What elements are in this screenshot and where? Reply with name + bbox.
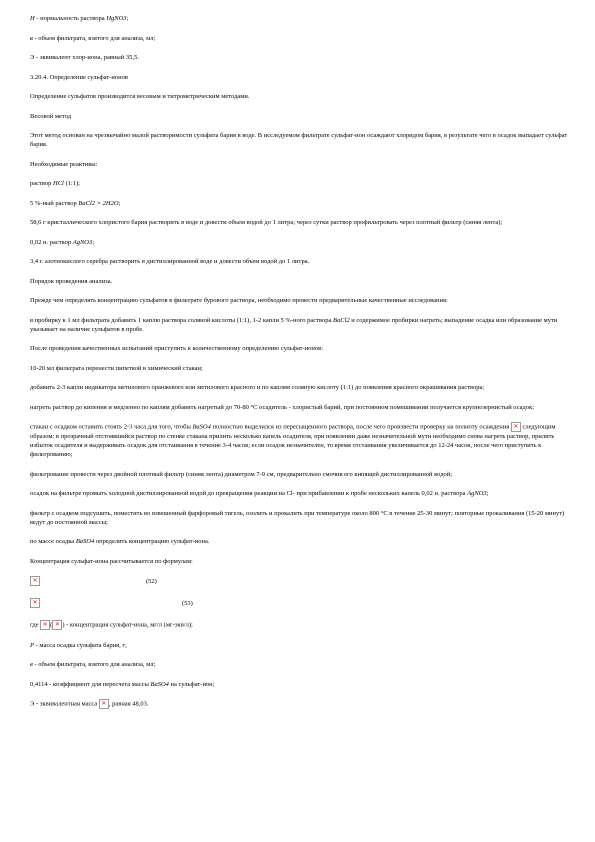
text: ; [486,490,489,497]
text: и содержимое пробирки нагреть; выпадение осадка или образование мути указывает на наличие сульфатов в пробе. [30,316,558,333]
text: - нормальность раствора [34,15,107,22]
symbol: в [30,661,33,668]
formula: BaCl2 [333,316,350,324]
formula: AgNO3 [467,490,487,497]
text: стакан с осадком оставить стоять 2-3 часа для того, чтобы [30,423,193,431]
paragraph: Концентрация сульфат-иона рассчитывается по формулам: [30,557,193,565]
text: 5 %-ный раствор [30,199,79,207]
text: где [30,621,41,629]
subheading: Весовой метод [30,112,72,120]
broken-image-icon [30,598,40,608]
paragraph [30,620,570,630]
formula-52 [30,576,570,588]
formula: BaSO4 [75,538,95,545]
text: 0,4114 - коэффициент для пересчета массы [30,680,151,688]
broken-image-icon [511,422,521,432]
broken-image-icon [40,620,53,630]
text: ) - концентрация сульфат-иона, мг/л (мг-экв/л); [62,621,193,629]
broken-image-icon [30,576,40,586]
formula: BaSO4 [150,680,169,688]
paragraph [30,316,570,334]
text: на сульфат-ион; [168,680,215,688]
paragraph: Необходимые реактивы: [30,160,98,168]
formula-53 [30,598,570,610]
list-item: добавить 2-3 капли индикатора метилового оранжевого или метилового красного и по каплям соляную кислоту (1:1) до появления красного окрашивания раствора; [30,384,485,391]
text: , равная 48,03. [108,700,149,708]
paragraph [30,641,570,650]
text: ; [92,238,95,246]
list-item: фильтрование провести через двойной плотный фильтр (синяя лента) диаметром 7-9 см, предварительно смочив его кипящей дистиллированной водой; [30,470,453,478]
paragraph: Порядок проведения анализа. [30,277,113,285]
text: ; [126,15,129,22]
text: следующим образом: в прозрачный отстоявшийся раствор по стенке стакана прилить несколько капель осадителя, при появлении даже незначительной мути необходимо снова нагреть раствор, прилить избыток осадителя и выдерживать осадок для отстаивания в течение 3-4 часов; если осадок незначителен, то время отстаивания увеличивается до 12-24 часов, после чего приступить к фильтрованию; [30,423,556,458]
formula: HCl [53,180,64,187]
paragraph [30,14,570,23]
text: - объем фильтрата, взятого для анализа, мл; [32,661,156,668]
list-item [30,489,570,498]
text: осадок на фильтре промыть холодной дистиллированной водой до прекращения реакции на Cl- при прибавлении к пробе нескольких капель 0,02 н. раствора [30,490,468,497]
section-heading: 3.20.4. Определение сульфат-ионов [30,73,128,81]
text: ( [50,621,53,629]
formula: BaCl2 × 2H2O [78,199,119,207]
equation-number: (52) [146,578,157,585]
paragraph: Определение сульфатов производится весовым и титрометрическим методами. [30,93,250,100]
text: (1:1); [63,180,80,187]
symbol: в [30,34,33,42]
paragraph: 3,4 г. азотнокислого серебра растворить в дистиллированной воде и довести объем водой до 1 литра. [30,258,310,265]
formula: BaSO4 [192,423,211,431]
broken-image-icon [52,620,62,630]
paragraph [30,660,570,669]
paragraph [30,680,570,689]
text: полностью выделился из пересыщенного раствора, после чего произвести проверку на полноту осаждения [210,423,511,431]
list-item: фильтр с осадком подсушить, поместить во взвешенный фарфоровый тигель, озолить и прокалить при температуре около 800 °С в течение 25-30 минут; повторные прокаливания (15-20 минут) ведут до постоянной массы; [30,509,565,526]
text: в пробирку к 1 мл фильтрата добавить 1 каплю раствора соляной кислоты (1:1), 1-2 капли 5 %-ного раствора [30,316,334,324]
list-item [30,422,570,459]
text: 0,02 н. раствор [30,238,73,246]
paragraph: 58,6 г кристаллического хлористого бария растворить в воде и довести объем водой до 1 литра; через сутки раствор профильтровать через плотный фильтр (синяя лента); [30,219,503,226]
text: - масса осадка сульфата бария, г; [33,641,127,649]
equation-number: (53) [182,600,193,607]
text: определить концентрацию сульфат-иона. [94,538,210,545]
text: раствор [30,180,54,187]
paragraph [30,34,570,43]
list-item: нагреть раствор до кипения и медленно по каплям добавить нагретый до 70-80 °С осадитель - хлористый барий, при постоянном помешивании получается крупнозернистый осадок; [30,403,535,411]
symbol: Р [30,641,34,649]
symbol: Н [30,15,35,22]
paragraph [30,699,570,709]
paragraph: Прежде чем определять концентрацию сульфатов в фильтрате бурового раствора, необходимо провести предварительные качественные исследования: [30,297,448,304]
formula: HgNO3 [106,15,127,22]
document-page [30,14,570,720]
paragraph: Э - эквивалент хлор-иона, равный 35,5. [30,54,139,61]
list-item [30,537,570,546]
text: Э - эквивалентная масса [30,700,99,708]
text: - объем фильтрата, взятого для анализа, мл; [32,34,156,42]
list-item [30,199,570,208]
text: по массе осадка [30,538,76,545]
list-item [30,238,570,247]
list-item [30,179,570,188]
broken-image-icon [99,699,109,709]
text: ; [118,199,121,207]
formula: AgNO3 [72,238,93,246]
list-item: 10-20 мл фильтрата перенести пипеткой в химический стакан; [30,364,203,372]
paragraph: Этот метод основан на чрезвычайно малой растворимости сульфата бария в воде. В исследуемом фильтрате сульфат-ион осаждают хлоридом бария, в результате чего в осадок выпадает сульфат бария. [30,132,568,148]
paragraph: После проведения качественных испытаний приступить к количественному определению сульфат-ионов: [30,345,324,352]
